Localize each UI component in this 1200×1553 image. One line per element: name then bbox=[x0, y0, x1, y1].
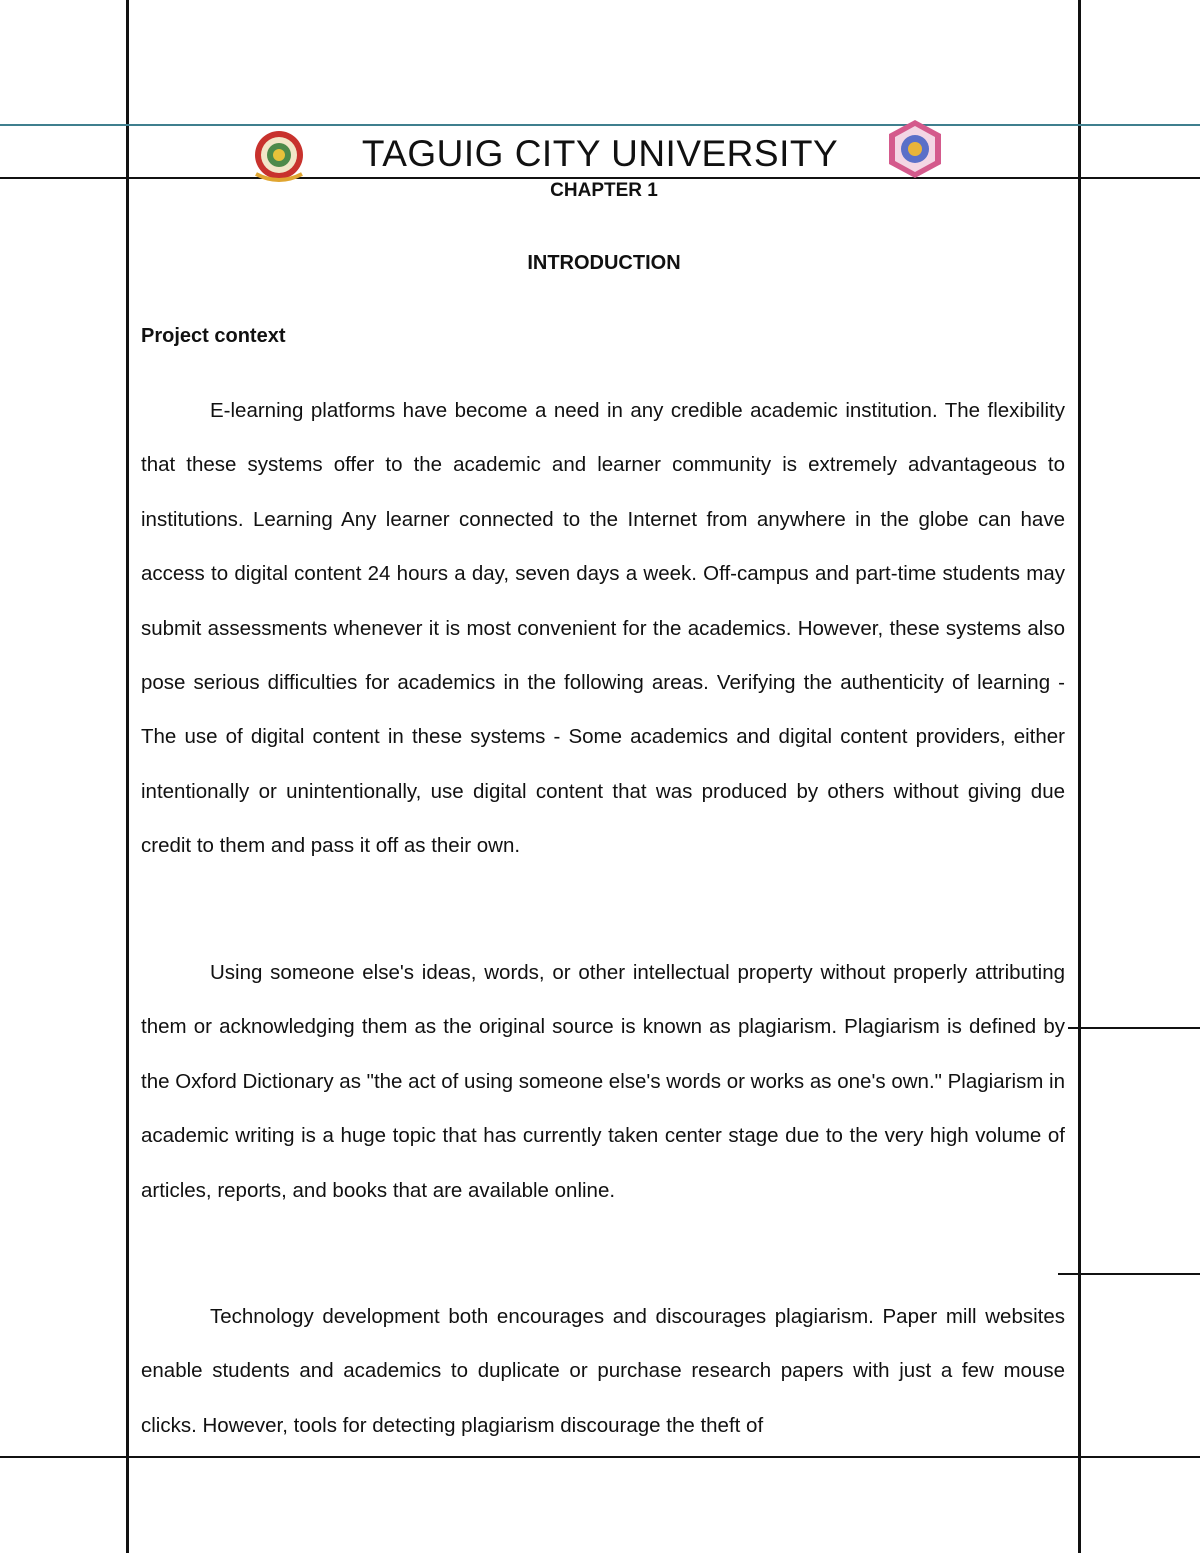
paragraph-3: Technology development both encourages and discourages plagiarism. Paper mill websites enable students and academics to duplicate or purchase research papers with just a few mouse clicks. However, tools for detecting plagiarism discourage the theft of bbox=[141, 1305, 1065, 1437]
footer-rule bbox=[0, 1456, 1200, 1458]
university-name: TAGUIG CITY UNIVERSITY bbox=[361, 133, 839, 174]
right-margin-rule bbox=[1078, 0, 1081, 1553]
side-mark-rule-1 bbox=[1068, 1027, 1200, 1029]
chapter-title: INTRODUCTION bbox=[527, 252, 681, 274]
university-seal-icon bbox=[248, 128, 310, 186]
chapter-label: CHAPTER 1 bbox=[550, 180, 658, 201]
college-emblem-icon bbox=[885, 118, 945, 180]
header-top-rule bbox=[0, 124, 1200, 126]
left-margin-rule bbox=[126, 0, 129, 1553]
side-mark-rule-2 bbox=[1058, 1273, 1200, 1275]
paragraph-1: E-learning platforms have become a need in any credible academic institution. The flexibility that these systems offer to the academic and learner community is extremely advantageous to institutions. Learning Any learner connected to the Internet from anywhere in the globe can have access to digital content 24 hours a day, seven days a week. Off-campus and part-time students may submit assessments whenever it is most convenient for the academics. However, these systems also pose serious difficulties for academics in the following areas. Verifying the authenticity of learning - The use of digital content in these systems - Some academics and digital content providers, either intentionally or unintentionally, use digital content that was produced by others without giving due credit to them and pass it off as their own. bbox=[141, 399, 1065, 858]
paragraph-2: Using someone else's ideas, words, or other intellectual property without properly attributing them or acknowledging them as the original source is known as plagiarism. Plagiarism is defined by the Oxford Dictionary as "the act of using someone else's words or works as one's own." Plagiarism in academic writing is a huge topic that has currently taken center stage due to the very high volume of articles, reports, and books that are available online. bbox=[141, 961, 1065, 1202]
section-heading: Project context bbox=[141, 325, 286, 347]
